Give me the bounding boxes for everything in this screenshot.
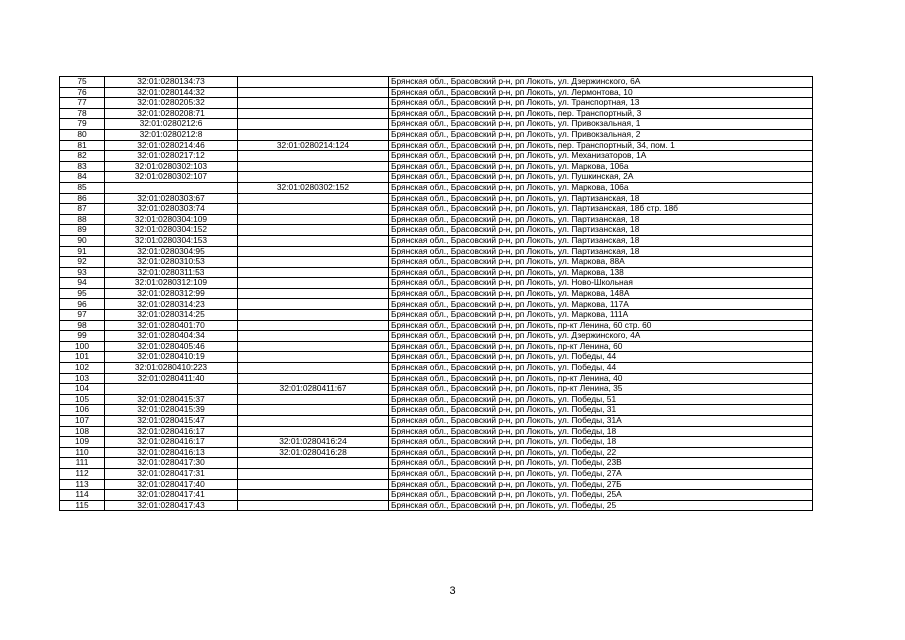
related-cadastral-number bbox=[238, 416, 389, 427]
address: Брянская обл., Брасовский р-н, рп Локоть, ул. Победы, 27А bbox=[389, 468, 813, 479]
table-row bbox=[60, 225, 813, 236]
address: Брянская обл., Брасовский р-н, рп Локоть, ул. Победы, 22 bbox=[389, 447, 813, 458]
related-cadastral-number bbox=[238, 77, 389, 88]
table-row bbox=[60, 288, 813, 299]
table-row bbox=[60, 490, 813, 501]
cadastral-number: 32:01:0280304:152 bbox=[105, 225, 238, 236]
cadastral-number: 32:01:0280415:39 bbox=[105, 405, 238, 416]
address: Брянская обл., Брасовский р-н, рп Локоть, пр-кт Ленина, 35 bbox=[389, 384, 813, 395]
related-cadastral-number bbox=[238, 331, 389, 342]
cadastral-number: 32:01:0280417:31 bbox=[105, 468, 238, 479]
related-cadastral-number bbox=[238, 108, 389, 119]
related-cadastral-number bbox=[238, 225, 389, 236]
table-row bbox=[60, 151, 813, 162]
cadastral-number: 32:01:0280401:70 bbox=[105, 320, 238, 331]
cadastral-number: 32:01:0280404:34 bbox=[105, 331, 238, 342]
related-cadastral-number bbox=[238, 373, 389, 384]
address: Брянская обл., Брасовский р-н, рп Локоть, ул. Пушкинская, 2А bbox=[389, 172, 813, 183]
table-row bbox=[60, 416, 813, 427]
row-number: 82 bbox=[60, 151, 105, 162]
table-row bbox=[60, 108, 813, 119]
cadastral-number: 32:01:0280208:71 bbox=[105, 108, 238, 119]
address: Брянская обл., Брасовский р-н, рп Локоть, ул. Маркова, 88А bbox=[389, 257, 813, 268]
table-row bbox=[60, 235, 813, 246]
table-row bbox=[60, 204, 813, 215]
cadastral-number: 32:01:0280312:99 bbox=[105, 288, 238, 299]
address: Брянская обл., Брасовский р-н, рп Локоть, ул. Механизаторов, 1А bbox=[389, 151, 813, 162]
cadastral-number: 32:01:0280314:25 bbox=[105, 310, 238, 321]
cadastral-number: 32:01:0280405:46 bbox=[105, 341, 238, 352]
address: Брянская обл., Брасовский р-н, рп Локоть, ул. Победы, 31 bbox=[389, 405, 813, 416]
address: Брянская обл., Брасовский р-н, рп Локоть, ул. Победы, 51 bbox=[389, 394, 813, 405]
row-number: 99 bbox=[60, 331, 105, 342]
related-cadastral-number bbox=[238, 246, 389, 257]
row-number: 90 bbox=[60, 235, 105, 246]
address: Брянская обл., Брасовский р-н, рп Локоть, ул. Победы, 44 bbox=[389, 352, 813, 363]
row-number: 83 bbox=[60, 161, 105, 172]
table-row bbox=[60, 363, 813, 374]
cadastral-number: 32:01:0280411:40 bbox=[105, 373, 238, 384]
cadastral-number: 32:01:0280415:47 bbox=[105, 416, 238, 427]
page-number: 3 bbox=[449, 585, 456, 597]
address: Брянская обл., Брасовский р-н, рп Локоть, пер. Транспортный, 34, пом. 1 bbox=[389, 140, 813, 151]
row-number: 96 bbox=[60, 299, 105, 310]
row-number: 113 bbox=[60, 479, 105, 490]
related-cadastral-number bbox=[238, 87, 389, 98]
row-number: 98 bbox=[60, 320, 105, 331]
address: Брянская обл., Брасовский р-н, рп Локоть, пр-кт Ленина, 60 стр. 60 bbox=[389, 320, 813, 331]
table-row bbox=[60, 373, 813, 384]
address: Брянская обл., Брасовский р-н, рп Локоть, пр-кт Ленина, 60 bbox=[389, 341, 813, 352]
row-number: 75 bbox=[60, 77, 105, 88]
address: Брянская обл., Брасовский р-н, рп Локоть, пр-кт Ленина, 40 bbox=[389, 373, 813, 384]
related-cadastral-number bbox=[238, 394, 389, 405]
table-row bbox=[60, 214, 813, 225]
cadastral-number: 32:01:0280212:6 bbox=[105, 119, 238, 130]
address: Брянская обл., Брасовский р-н, рп Локоть, ул. Маркова, 117А bbox=[389, 299, 813, 310]
related-cadastral-number bbox=[238, 119, 389, 130]
row-number: 80 bbox=[60, 129, 105, 140]
related-cadastral-number: 32:01:0280214:124 bbox=[238, 140, 389, 151]
cadastral-number: 32:01:0280410:19 bbox=[105, 352, 238, 363]
row-number: 103 bbox=[60, 373, 105, 384]
related-cadastral-number: 32:01:0280411:67 bbox=[238, 384, 389, 395]
related-cadastral-number bbox=[238, 320, 389, 331]
cadastral-number: 32:01:0280205:32 bbox=[105, 98, 238, 109]
row-number: 111 bbox=[60, 458, 105, 469]
related-cadastral-number: 32:01:0280416:28 bbox=[238, 447, 389, 458]
table-row bbox=[60, 468, 813, 479]
related-cadastral-number bbox=[238, 352, 389, 363]
row-number: 95 bbox=[60, 288, 105, 299]
cadastral-number: 32:01:0280416:13 bbox=[105, 447, 238, 458]
table-row bbox=[60, 384, 813, 395]
row-number: 92 bbox=[60, 257, 105, 268]
table-row bbox=[60, 458, 813, 469]
address: Брянская обл., Брасовский р-н, рп Локоть, ул. Дзержинского, 6А bbox=[389, 77, 813, 88]
cadastral-number: 32:01:0280304:109 bbox=[105, 214, 238, 225]
address: Брянская обл., Брасовский р-н, рп Локоть, ул. Победы, 18 bbox=[389, 437, 813, 448]
table-row bbox=[60, 98, 813, 109]
row-number: 88 bbox=[60, 214, 105, 225]
row-number: 100 bbox=[60, 341, 105, 352]
related-cadastral-number bbox=[238, 490, 389, 501]
related-cadastral-number bbox=[238, 278, 389, 289]
cadastral-number: 32:01:0280415:37 bbox=[105, 394, 238, 405]
address: Брянская обл., Брасовский р-н, рп Локоть, ул. Победы, 18 bbox=[389, 426, 813, 437]
row-number: 78 bbox=[60, 108, 105, 119]
row-number: 86 bbox=[60, 193, 105, 204]
address: Брянская обл., Брасовский р-н, рп Локоть, ул. Привокзальная, 1 bbox=[389, 119, 813, 130]
table-row bbox=[60, 119, 813, 130]
table-row bbox=[60, 172, 813, 183]
row-number: 109 bbox=[60, 437, 105, 448]
address: Брянская обл., Брасовский р-н, рп Локоть, ул. Маркова, 148А bbox=[389, 288, 813, 299]
table-row bbox=[60, 426, 813, 437]
address: Брянская обл., Брасовский р-н, рп Локоть, ул. Победы, 25А bbox=[389, 490, 813, 501]
address: Брянская обл., Брасовский р-н, рп Локоть, ул. Победы, 27Б bbox=[389, 479, 813, 490]
related-cadastral-number bbox=[238, 310, 389, 321]
cadastral-number: 32:01:0280416:17 bbox=[105, 437, 238, 448]
cadastral-number: 32:01:0280302:103 bbox=[105, 161, 238, 172]
row-number: 107 bbox=[60, 416, 105, 427]
cadastral-number: 32:01:0280410:223 bbox=[105, 363, 238, 374]
related-cadastral-number bbox=[238, 172, 389, 183]
address: Брянская обл., Брасовский р-н, рп Локоть, ул. Партизанская, 18 bbox=[389, 225, 813, 236]
table-row bbox=[60, 299, 813, 310]
address: Брянская обл., Брасовский р-н, рп Локоть, ул. Транспортная, 13 bbox=[389, 98, 813, 109]
table-row bbox=[60, 341, 813, 352]
row-number: 81 bbox=[60, 140, 105, 151]
table-row bbox=[60, 500, 813, 511]
address: Брянская обл., Брасовский р-н, рп Локоть, ул. Победы, 25 bbox=[389, 500, 813, 511]
address: Брянская обл., Брасовский р-н, рп Локоть, ул. Маркова, 106а bbox=[389, 161, 813, 172]
table-row bbox=[60, 331, 813, 342]
related-cadastral-number bbox=[238, 468, 389, 479]
row-number: 105 bbox=[60, 394, 105, 405]
cadastral-number: 32:01:0280302:107 bbox=[105, 172, 238, 183]
table-row bbox=[60, 87, 813, 98]
cadastral-number: 32:01:0280417:40 bbox=[105, 479, 238, 490]
address: Брянская обл., Брасовский р-н, рп Локоть, ул. Лермонтова, 10 bbox=[389, 87, 813, 98]
row-number: 79 bbox=[60, 119, 105, 130]
related-cadastral-number bbox=[238, 98, 389, 109]
related-cadastral-number bbox=[238, 193, 389, 204]
table-row bbox=[60, 320, 813, 331]
cadastral-number bbox=[105, 182, 238, 193]
related-cadastral-number bbox=[238, 458, 389, 469]
table-row bbox=[60, 182, 813, 193]
cadastral-number: 32:01:0280310:53 bbox=[105, 257, 238, 268]
row-number: 84 bbox=[60, 172, 105, 183]
address: Брянская обл., Брасовский р-н, рп Локоть, ул. Партизанская, 18 bbox=[389, 235, 813, 246]
related-cadastral-number bbox=[238, 267, 389, 278]
address: Брянская обл., Брасовский р-н, рп Локоть, ул. Победы, 23В bbox=[389, 458, 813, 469]
table-body bbox=[60, 77, 813, 511]
cadastral-number: 32:01:0280311:53 bbox=[105, 267, 238, 278]
related-cadastral-number bbox=[238, 363, 389, 374]
cadastral-number: 32:01:0280144:32 bbox=[105, 87, 238, 98]
cadastral-number bbox=[105, 384, 238, 395]
row-number: 85 bbox=[60, 182, 105, 193]
table-row bbox=[60, 267, 813, 278]
row-number: 87 bbox=[60, 204, 105, 215]
table-row bbox=[60, 437, 813, 448]
table-row bbox=[60, 193, 813, 204]
address: Брянская обл., Брасовский р-н, рп Локоть, ул. Партизанская, 18б стр. 18б bbox=[389, 204, 813, 215]
cadastral-number: 32:01:0280417:41 bbox=[105, 490, 238, 501]
address: Брянская обл., Брасовский р-н, рп Локоть, ул. Привокзальная, 2 bbox=[389, 129, 813, 140]
address: Брянская обл., Брасовский р-н, рп Локоть, ул. Победы, 31А bbox=[389, 416, 813, 427]
cadastral-number: 32:01:0280416:17 bbox=[105, 426, 238, 437]
row-number: 76 bbox=[60, 87, 105, 98]
cadastral-number: 32:01:0280304:153 bbox=[105, 235, 238, 246]
table-row bbox=[60, 394, 813, 405]
cadastral-number: 32:01:0280417:43 bbox=[105, 500, 238, 511]
cadastral-number: 32:01:0280314:23 bbox=[105, 299, 238, 310]
table-row bbox=[60, 310, 813, 321]
cadastral-number: 32:01:0280212:8 bbox=[105, 129, 238, 140]
related-cadastral-number bbox=[238, 151, 389, 162]
cadastral-number: 32:01:0280312:109 bbox=[105, 278, 238, 289]
table-row bbox=[60, 246, 813, 257]
table-row bbox=[60, 479, 813, 490]
row-number: 104 bbox=[60, 384, 105, 395]
cadastral-number: 32:01:0280303:67 bbox=[105, 193, 238, 204]
table-row bbox=[60, 129, 813, 140]
row-number: 112 bbox=[60, 468, 105, 479]
table-row bbox=[60, 447, 813, 458]
cadastral-number: 32:01:0280214:46 bbox=[105, 140, 238, 151]
related-cadastral-number bbox=[238, 129, 389, 140]
row-number: 89 bbox=[60, 225, 105, 236]
address: Брянская обл., Брасовский р-н, рп Локоть, ул. Ново-Школьная bbox=[389, 278, 813, 289]
related-cadastral-number bbox=[238, 426, 389, 437]
related-cadastral-number bbox=[238, 299, 389, 310]
address: Брянская обл., Брасовский р-н, рп Локоть, пер. Транспортный, 3 bbox=[389, 108, 813, 119]
row-number: 110 bbox=[60, 447, 105, 458]
row-number: 114 bbox=[60, 490, 105, 501]
row-number: 97 bbox=[60, 310, 105, 321]
address: Брянская обл., Брасовский р-н, рп Локоть, ул. Маркова, 138 bbox=[389, 267, 813, 278]
row-number: 91 bbox=[60, 246, 105, 257]
address: Брянская обл., Брасовский р-н, рп Локоть, ул. Партизанская, 18 bbox=[389, 246, 813, 257]
related-cadastral-number bbox=[238, 405, 389, 416]
related-cadastral-number bbox=[238, 288, 389, 299]
table-row bbox=[60, 77, 813, 88]
related-cadastral-number bbox=[238, 257, 389, 268]
related-cadastral-number: 32:01:0280416:24 bbox=[238, 437, 389, 448]
address: Брянская обл., Брасовский р-н, рп Локоть, ул. Дзержинского, 4А bbox=[389, 331, 813, 342]
cadastral-number: 32:01:0280217:12 bbox=[105, 151, 238, 162]
related-cadastral-number bbox=[238, 204, 389, 215]
related-cadastral-number bbox=[238, 235, 389, 246]
row-number: 102 bbox=[60, 363, 105, 374]
related-cadastral-number: 32:01:0280302:152 bbox=[238, 182, 389, 193]
table-row bbox=[60, 257, 813, 268]
property-table bbox=[59, 76, 813, 511]
cadastral-number: 32:01:0280417:30 bbox=[105, 458, 238, 469]
table-row bbox=[60, 405, 813, 416]
cadastral-number: 32:01:0280304:95 bbox=[105, 246, 238, 257]
row-number: 108 bbox=[60, 426, 105, 437]
address: Брянская обл., Брасовский р-н, рп Локоть, ул. Маркова, 111А bbox=[389, 310, 813, 321]
related-cadastral-number bbox=[238, 341, 389, 352]
related-cadastral-number bbox=[238, 161, 389, 172]
row-number: 94 bbox=[60, 278, 105, 289]
cadastral-number: 32:01:0280134:73 bbox=[105, 77, 238, 88]
address: Брянская обл., Брасовский р-н, рп Локоть, ул. Партизанская, 18 bbox=[389, 193, 813, 204]
table-row bbox=[60, 161, 813, 172]
row-number: 93 bbox=[60, 267, 105, 278]
address: Брянская обл., Брасовский р-н, рп Локоть, ул. Маркова, 106а bbox=[389, 182, 813, 193]
table-row bbox=[60, 352, 813, 363]
row-number: 101 bbox=[60, 352, 105, 363]
address: Брянская обл., Брасовский р-н, рп Локоть, ул. Партизанская, 18 bbox=[389, 214, 813, 225]
cadastral-number: 32:01:0280303:74 bbox=[105, 204, 238, 215]
row-number: 77 bbox=[60, 98, 105, 109]
related-cadastral-number bbox=[238, 500, 389, 511]
row-number: 115 bbox=[60, 500, 105, 511]
table-row bbox=[60, 278, 813, 289]
related-cadastral-number bbox=[238, 214, 389, 225]
row-number: 106 bbox=[60, 405, 105, 416]
table-row bbox=[60, 140, 813, 151]
address: Брянская обл., Брасовский р-н, рп Локоть, ул. Победы, 44 bbox=[389, 363, 813, 374]
related-cadastral-number bbox=[238, 479, 389, 490]
